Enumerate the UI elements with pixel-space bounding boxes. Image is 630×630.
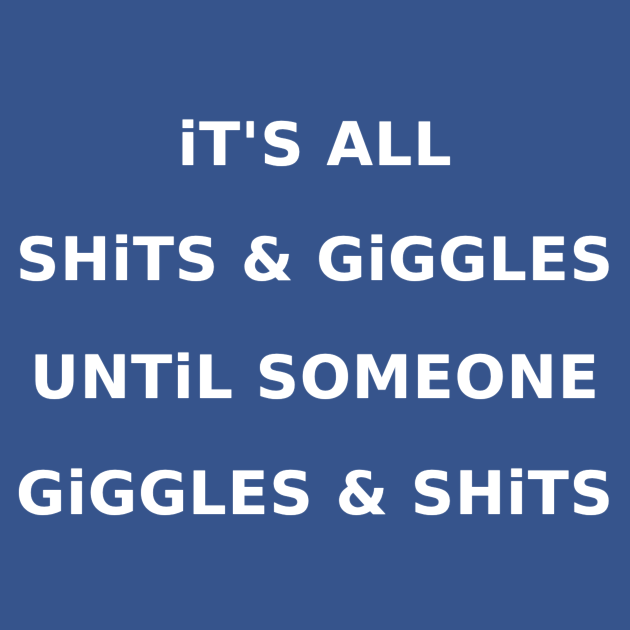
quote-line-1: iT'S ALL — [177, 110, 453, 180]
quote-line-3: UNTiL SOMEONE — [30, 343, 600, 413]
quote-line-2: SHiTS & GiGGLES — [16, 225, 614, 295]
quote-line-4: GiGGLES & SHiTS — [16, 459, 614, 529]
